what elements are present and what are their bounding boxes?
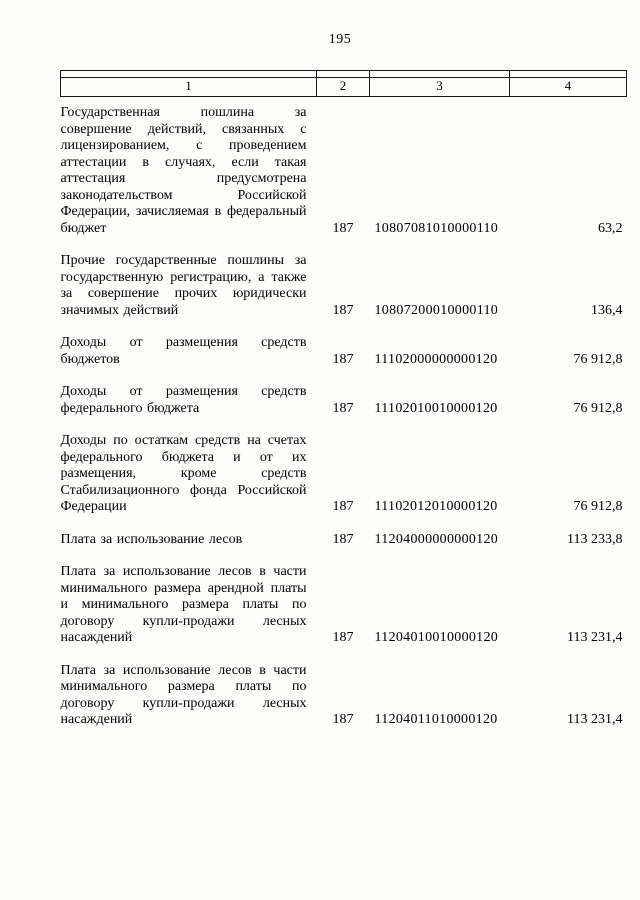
table-body (61, 97, 627, 729)
header-spacer-row (61, 71, 627, 78)
kbk-code-cell: 11204011010000120 (374, 712, 498, 727)
admin-code-cell: 187 (332, 220, 354, 236)
kbk-code-cell: 11102012010000120 (374, 499, 498, 514)
kbk-code-cell: 11102010010000120 (374, 400, 498, 416)
page-number: 195 (328, 32, 352, 47)
kbk-code-cell: 10807200010000110 (374, 302, 499, 318)
amount-cell: 113 231,4 (567, 630, 623, 645)
table-row (61, 647, 627, 729)
kbk-code-cell: 10807081010000110 (374, 220, 499, 236)
table-row (61, 319, 627, 368)
amount-cell: 113 233,8 (567, 531, 623, 547)
header-spacer-cell (317, 71, 370, 78)
description-cell: Доходы по остаткам средств на счетах федерального бюджета и от их размещения, кроме средств Стабилизационного фонда Российской Федерации (60, 433, 307, 514)
table-row (61, 417, 627, 516)
amount-cell: 76 912,8 (573, 351, 623, 367)
description-cell: Плата за использование лесов в части минимального размера арендной платы и минимального размера платы по договору купли-продажи лесных насаждений (60, 564, 307, 645)
admin-code-cell: 187 (332, 630, 354, 645)
admin-code-cell: 187 (332, 302, 354, 318)
budget-table (60, 70, 627, 729)
amount-cell: 76 912,8 (573, 400, 623, 416)
amount-cell: 63,2 (598, 220, 623, 236)
column-header-2: 2 (317, 78, 370, 97)
description-cell: Государственная пошлина за совершение действий, связанных с лицензированием, с проведением аттестации в случаях, если такая аттестация предусмотрена законодательством Российской Федерации, зачисляемая в федеральный бюджет (60, 105, 307, 236)
table-row (61, 548, 627, 647)
admin-code-cell: 187 (332, 400, 354, 416)
admin-code-cell: 187 (332, 351, 354, 367)
table-row (61, 368, 627, 417)
table-row (61, 97, 627, 238)
header-spacer-cell (510, 71, 627, 78)
kbk-code-cell: 11204000000000120 (374, 531, 499, 547)
description-cell: Прочие государственные пошлины за государственную регистрацию, а также за совершение прочих юридически значимых действий (60, 253, 307, 318)
admin-code-cell: 187 (332, 531, 354, 547)
description-cell: Плата за использование лесов в части минимального размера платы по договору купли-продажи лесных насаждений (60, 662, 307, 727)
column-header-1: 1 (61, 78, 317, 97)
table-row (61, 237, 627, 319)
header-spacer-cell (61, 71, 317, 78)
column-number-row (61, 78, 627, 97)
kbk-code-cell: 11204010010000120 (374, 630, 499, 645)
description-cell: Плата за использование лесов (60, 531, 243, 547)
admin-code-cell: 187 (332, 499, 354, 514)
column-header-4: 4 (510, 78, 627, 97)
table-header (61, 71, 627, 97)
budget-table-container (60, 70, 626, 729)
description-cell: Доходы от размещения средств федерального бюджета (60, 384, 307, 416)
table-row (61, 516, 627, 549)
amount-cell: 136,4 (591, 302, 623, 318)
kbk-code-cell: 11102000000000120 (374, 351, 498, 367)
column-header-3: 3 (370, 78, 510, 97)
description-cell: Доходы от размещения средств бюджетов (60, 335, 307, 367)
amount-cell: 76 912,8 (573, 499, 623, 514)
admin-code-cell: 187 (332, 712, 354, 727)
header-spacer-cell (370, 71, 510, 78)
amount-cell: 113 231,4 (567, 712, 623, 727)
